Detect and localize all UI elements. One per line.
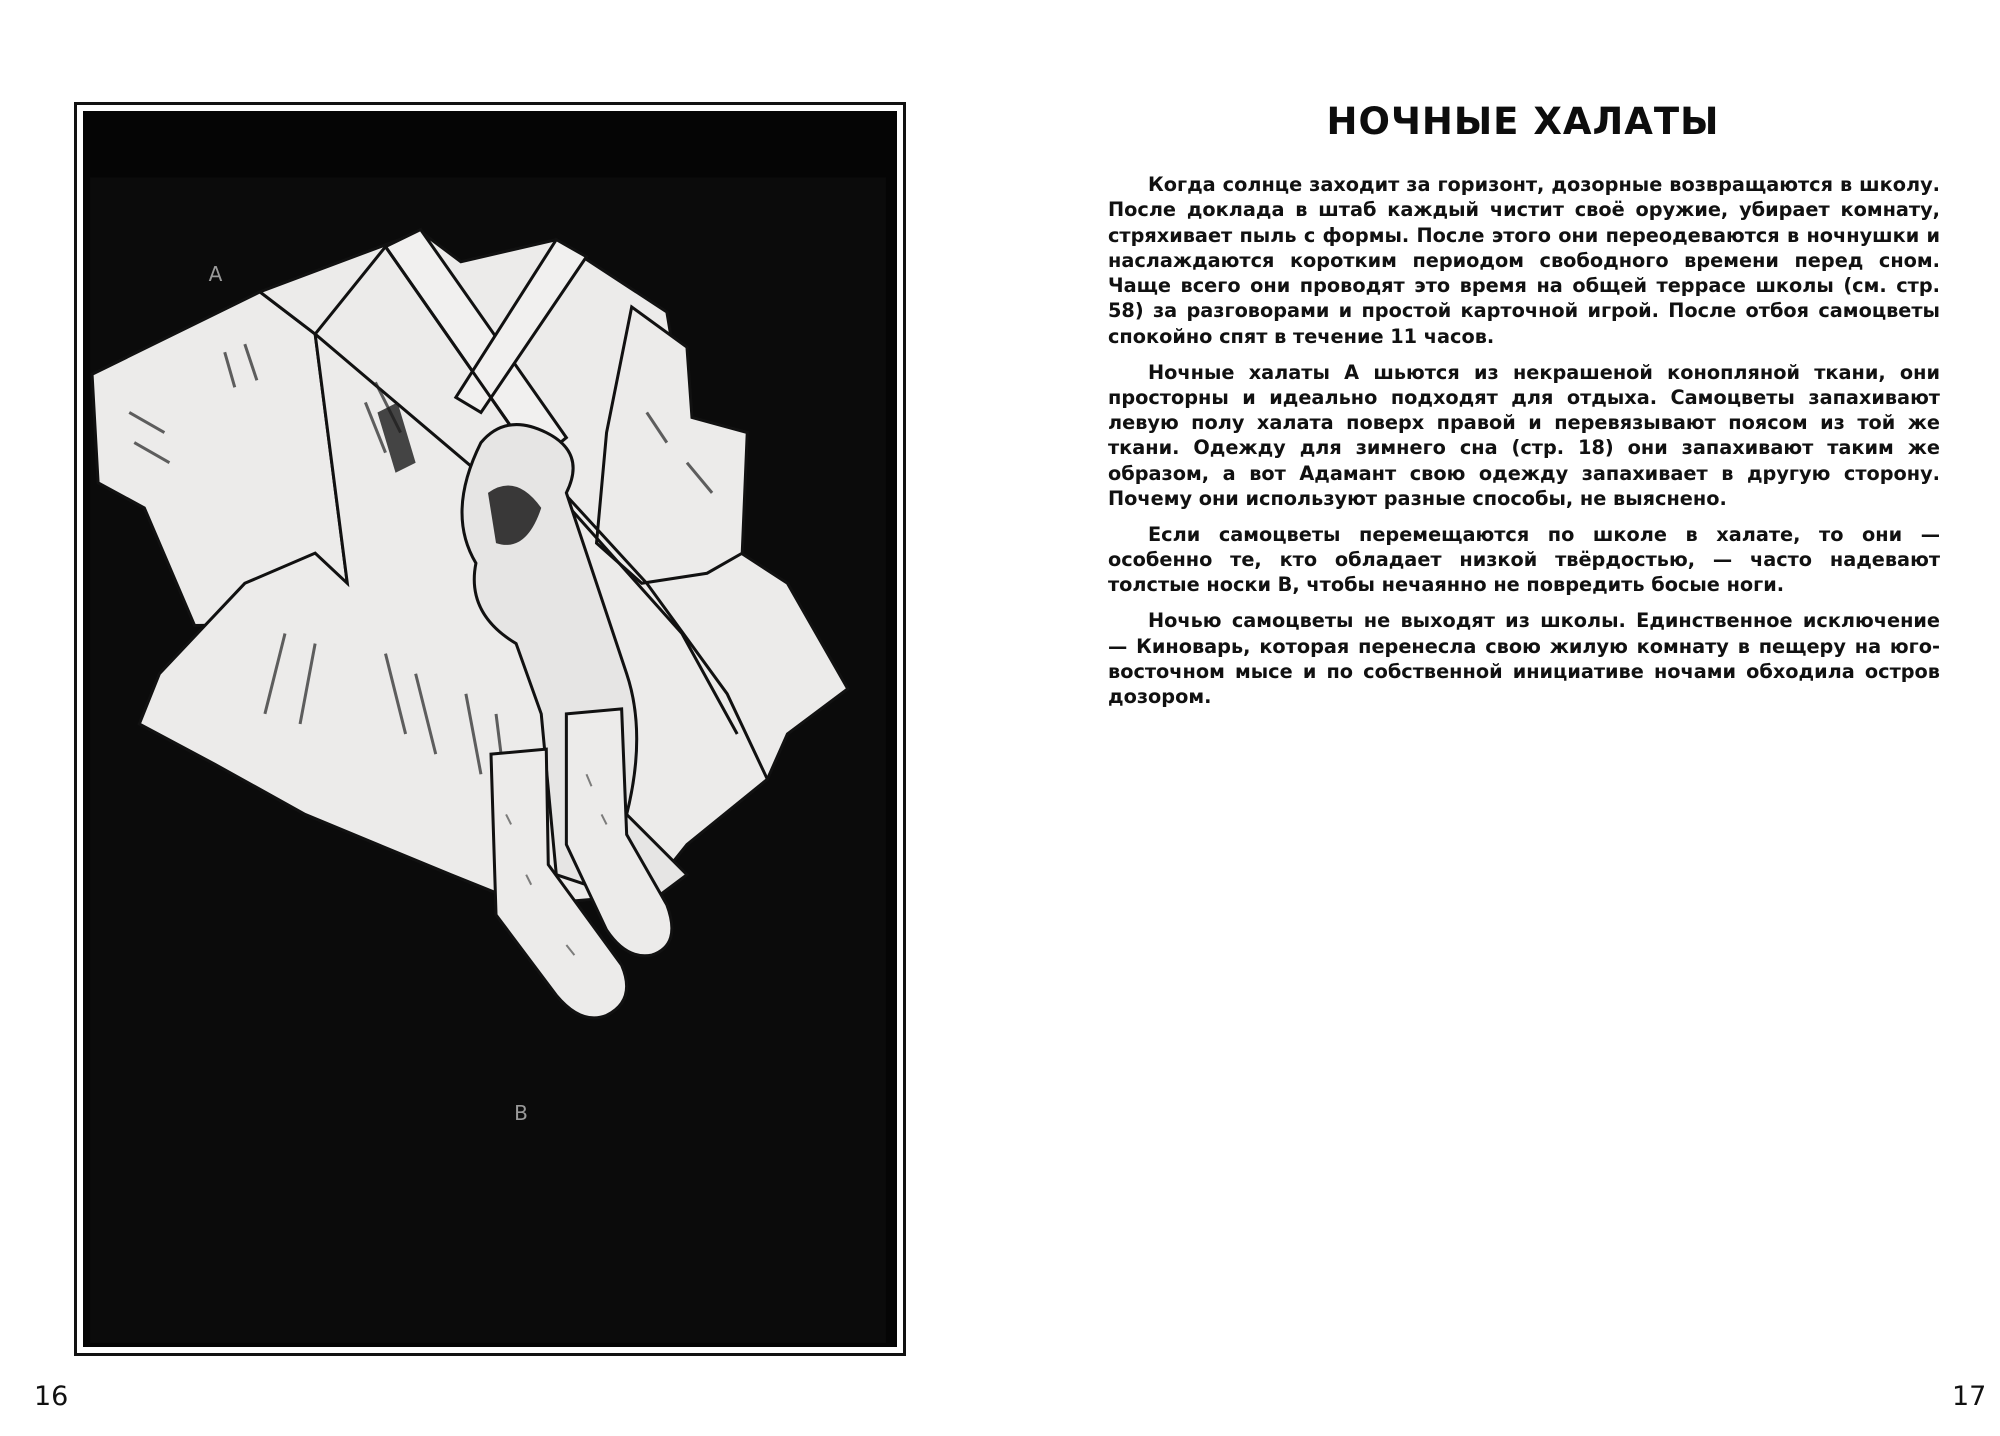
illustration-frame bbox=[74, 102, 906, 1356]
paragraph: Ночные халаты А шьются из некрашеной конопляной ткани, они просторны и идеально подходят для отдыха. Самоцветы запахивают левую полу халата поверх правой и перевязывают поясом из той же ткани. Одежду для зимнего сна (стр. 18) они запахивают таким же образом, а вот Адамант свою одежду запахивает в другую сторону. Почему они используют разные способы, не выяснено. bbox=[1108, 360, 1940, 511]
paragraph: Если самоцветы перемещаются по школе в халате, то они — особенно те, кто обладает низкой твёрдостью, — часто надевают толстые носки В, чтобы нечаянно не повредить босые ноги. bbox=[1108, 522, 1940, 597]
paragraph: Ночью самоцветы не выходят из школы. Единственное исключение — Киноварь, которая перенесла свою жилую комнату в пещеру на юго-восточном мысе и по собственной инициативе ночами обходила остров дозором. bbox=[1108, 609, 1940, 709]
robe-label: A bbox=[208, 261, 223, 286]
page-number-right: 17 bbox=[1952, 1381, 1987, 1412]
body-text bbox=[1108, 172, 1940, 720]
nightwear-illustration bbox=[83, 111, 897, 1347]
paragraph: Когда солнце заходит за горизонт, дозорные возвращаются в школу. После доклада в штаб каждый чистит своё оружие, убирает комнату, стряхивает пыль с формы. После этого они переодеваются в ночнушки и наслаждаются коротким периодом свободного времени перед сном. Чаще всего они проводят это время на общей террасе школы (см. стр. 58) за разговорами и простой карточной игрой. После отбоя самоцветы спокойно спят в течение 11 часов. bbox=[1108, 173, 1940, 348]
page-number-left: 16 bbox=[34, 1381, 69, 1412]
socks-label: B bbox=[514, 1100, 528, 1125]
robe-and-socks-drawing bbox=[83, 111, 897, 1347]
page-title: НОЧНЫЕ ХАЛАТЫ bbox=[1326, 100, 1720, 143]
